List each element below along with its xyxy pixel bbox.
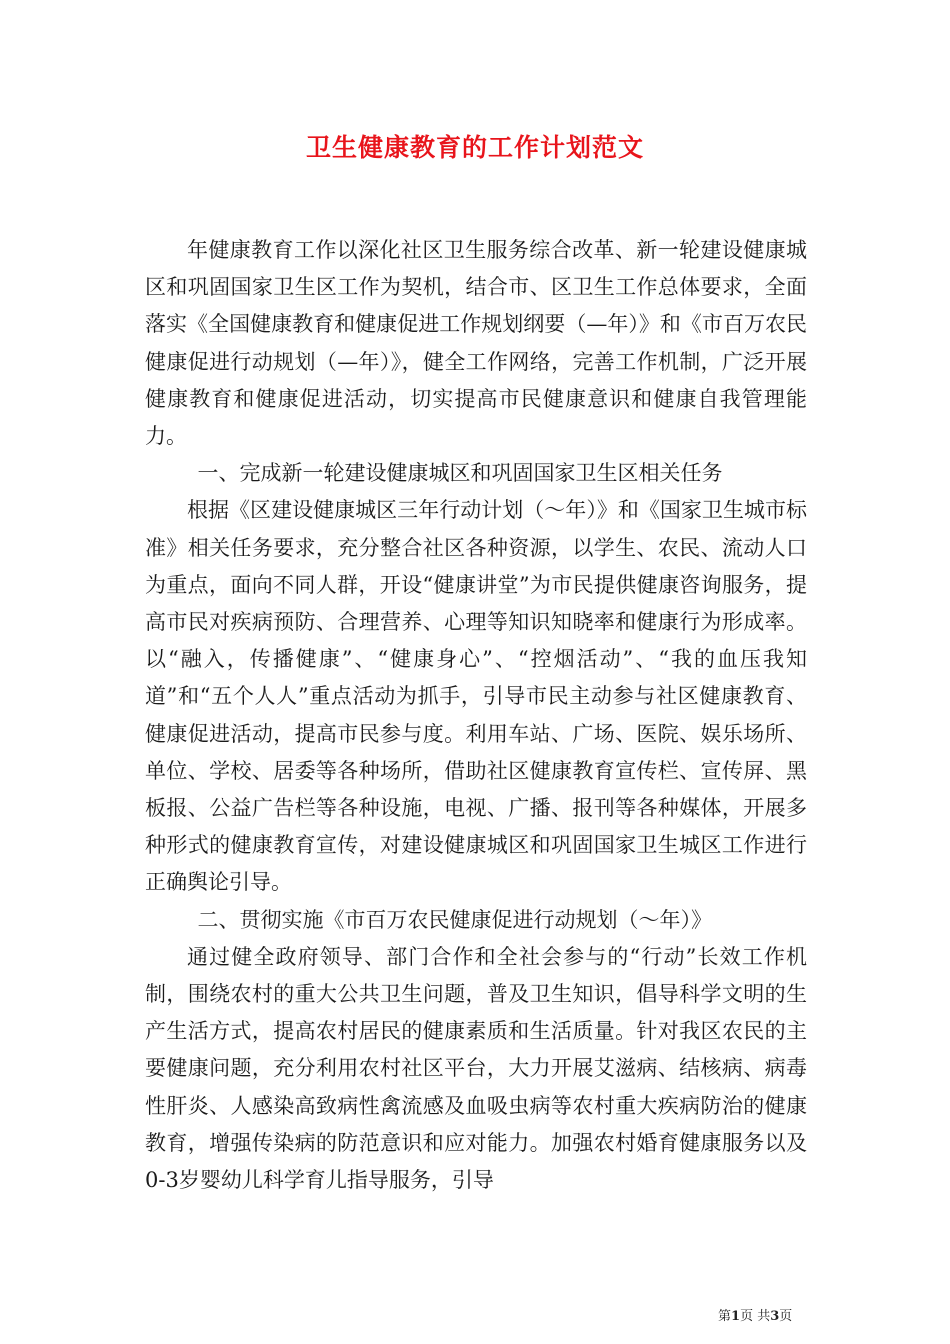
paragraph-section-1: 根据《区建设健康城区三年行动计划（～年）》和《国家卫生城市标准》相关任务要求，充分整合社区各种资源，以学生、农民、流动人口为重点，面向不同人群，开设“健康讲堂”为市民提供健康咨询服务，提高市民对疾病预防、合理营养、心理等知识知晓率和健康行为形成率。以“融入，传播健康”、“健康身心”、“控烟活动”、“我的血压我知道”和“五个人人”重点活动为抓手，引导市民主动参与社区健康教育、健康促进活动，提高市民参与度。利用车站、广场、医院、娱乐场所、单位、学校、居委等各种场所，借助社区健康教育宣传栏、宣传屏、黑板报、公益广告栏等各种设施，电视、广播、报刊等各种媒体，开展多种形式的健康教育宣传，对建设健康城区和巩固国家卫生城区工作进行正确舆论引导。 (145, 498, 807, 895)
footer-prefix: 第 (718, 1309, 732, 1324)
document-title: 卫生健康教育的工作计划范文 (305, 133, 644, 162)
footer-current-page: 1 (731, 1309, 741, 1324)
page-footer (718, 1305, 792, 1324)
footer-suffix: 页 (779, 1309, 793, 1324)
section-heading-2: 二、贯彻实施《市百万农民健康促进行动规划（～年）》 (197, 907, 712, 932)
paragraph-section-2: 通过健全政府领导、部门合作和全社会参与的“行动”长效工作机制，围绕农村的重大公共卫生问题，普及卫生知识，倡导科学文明的生产生活方式，提高农村居民的健康素质和生活质量。针对我区农民的主要健康问题，充分利用农村社区平台，大力开展艾滋病、结核病、病毒性肝炎、人感染高致病性禽流感及血吸虫病等农村重大疾病防治的健康教育，增强传染病的防范意识和应对能力。加强农村婚育健康服务以及0-3岁婴幼儿科学育儿指导服务，引导 (145, 944, 807, 1193)
paragraph-intro: 年健康教育工作以深化社区卫生服务综合改革、新一轮建设健康城区和巩固国家卫生区工作为契机，结合市、区卫生工作总体要求，全面落实《全国健康教育和健康促进工作规划纲要（—年）》和《市百万农民健康促进行动规划（—年）》，健全工作网络，完善工作机制，广泛开展健康教育和健康促进活动，切实提高市民健康意识和健康自我管理能力。 (145, 238, 807, 449)
footer-total-pages: 3 (770, 1309, 780, 1324)
footer-middle: 页 共 (740, 1309, 771, 1324)
section-heading-1: 一、完成新一轮建设健康城区和巩固国家卫生区相关任务 (197, 461, 723, 486)
document-body (145, 232, 807, 1199)
